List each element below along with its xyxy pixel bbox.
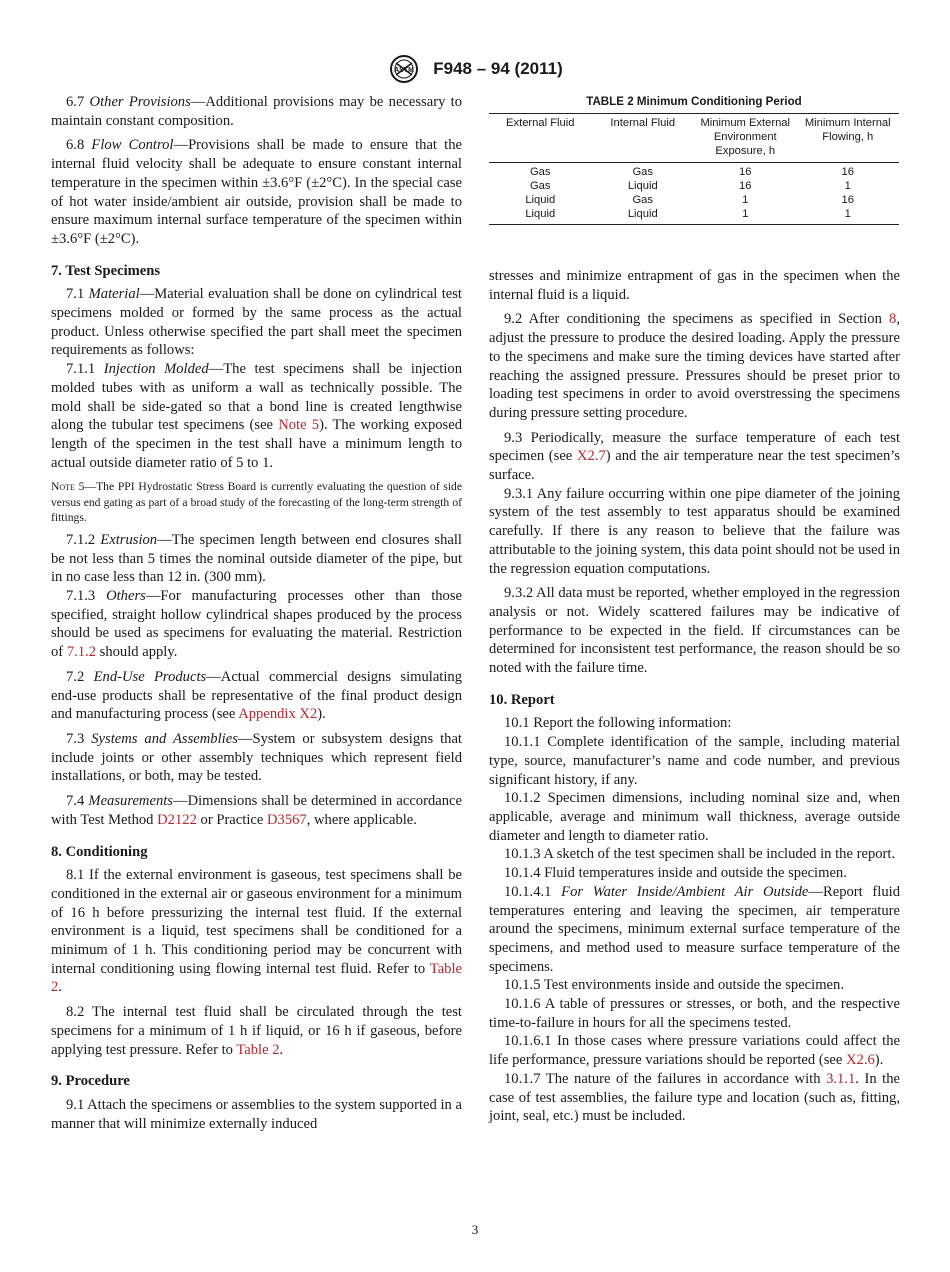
astm-logo-icon bbox=[387, 54, 421, 84]
section-9-3-1: 9.3.1 Any failure occurring within one pipe diameter of the joining system of the test assembly to test apparatus should be examined carefully. If there is any reason to believe that the failure was attributable to the joining system, this data point should not be used in the regression equation computations. bbox=[489, 485, 900, 577]
section-3-1-1-link[interactable]: 3.1.1 bbox=[826, 1070, 856, 1087]
table-row bbox=[489, 208, 899, 224]
table-cell: Liquid bbox=[627, 180, 658, 193]
section-8-2: 8.2 The internal test fluid shall be circulated through the test specimens for a minimum of 1 h if liquid, or 16 h if gaseous, before applying test pressure. Refer to Table 2. bbox=[51, 1004, 462, 1058]
table-2-link[interactable]: Table 2 bbox=[51, 960, 462, 996]
table-2-link[interactable]: Table 2 bbox=[236, 1041, 280, 1058]
svg-text:ASTM: ASTM bbox=[394, 67, 415, 74]
table-2 bbox=[489, 95, 899, 225]
section-7-2: 7.2 End-Use Products—Actual commercial designs simulating end-use products shall be representative of the final product design and manufacturing process (see Appendix X2). bbox=[51, 668, 463, 723]
appendix-x2-link[interactable]: Appendix X2 bbox=[238, 706, 318, 723]
table-cell: 1 bbox=[844, 180, 851, 193]
table-cell: 1 bbox=[742, 193, 749, 206]
note-5-link[interactable]: Note 5 bbox=[278, 417, 320, 434]
section-9-1-continued: stresses and minimize entrapment of gas in the specimen when the internal fluid is a liquid. bbox=[489, 268, 900, 303]
table-cell: Gas bbox=[529, 180, 551, 193]
table-cell: Gas bbox=[529, 166, 551, 179]
section-10-1-1: 10.1.1 Complete identification of the sample, including material type, source, manufacturer’s name and code number, and previous significant history, if any. bbox=[489, 734, 900, 788]
section-9-2: 9.2 After conditioning the specimens as specified in Section 8, adjust the pressure to produce the desired loading. Apply the pressure to the specimens and make sure the timing devices have started after reaching the assigned pressure. Pressures should be preset prior to loading test specimens in order to avoid overstressing the specimens during pressure setting procedure. bbox=[489, 311, 900, 421]
x2-7-link[interactable]: X2.7 bbox=[576, 448, 606, 465]
heading-test-specimens: 7. Test Specimens bbox=[51, 262, 161, 279]
document-designation: F948 – 94 (2011) bbox=[433, 59, 563, 78]
table-cell: Gas bbox=[632, 166, 654, 179]
d2122-link[interactable]: D2122 bbox=[157, 811, 197, 828]
header-min-internal-flowing: Minimum Internal Flowing, h bbox=[804, 117, 891, 143]
header-min-external-exposure: Minimum External Environment Exposure, h bbox=[700, 117, 791, 157]
table-header-row bbox=[489, 114, 899, 163]
table-cell: Liquid bbox=[525, 193, 556, 206]
heading-conditioning: 8. Conditioning bbox=[51, 843, 148, 860]
table-row bbox=[489, 194, 899, 208]
section-10-1-3: 10.1.3 A sketch of the test specimen shall be included in the report. bbox=[504, 846, 896, 863]
table-cell: 16 bbox=[739, 166, 752, 179]
page-header bbox=[0, 54, 950, 84]
table-cell: 1 bbox=[742, 207, 749, 220]
section-10-1-7: 10.1.7 The nature of the failures in accordance with 3.1.1. In the case of test assemblies, the failure type and location (such as, fitting, joint, seal, etc.) must be included. bbox=[489, 1070, 900, 1125]
section-10-1-5: 10.1.5 Test environments inside and outside the specimen. bbox=[504, 977, 844, 994]
section-10-1-6: 10.1.6 A table of pressures or stresses, or both, and the respective time-to-failure in hours for all the specimens tested. bbox=[489, 996, 900, 1031]
table-row bbox=[489, 180, 899, 194]
right-column bbox=[489, 267, 900, 1126]
section-10-1-4: 10.1.4 Fluid temperatures inside and outside the specimen. bbox=[504, 865, 847, 882]
section-9-1: 9.1 Attach the specimens or assemblies to the system supported in a manner that will minimize externally induced bbox=[51, 1096, 462, 1132]
d3567-link[interactable]: D3567 bbox=[266, 811, 307, 828]
section-7-4: 7.4 Measurements—Dimensions shall be determined in accordance with Test Method D2122 or Practice D3567, where applicable. bbox=[51, 793, 462, 828]
section-9-3: 9.3 Periodically, measure the surface temperature of each test specimen (see X2.7) and the air temperature near the test specimen’s surface. bbox=[489, 429, 900, 484]
section-7-1: 7.1 Material—Material evaluation shall be done on cylindrical test specimens molded or formed by the same process as the actual product. Unless otherwise specified the part shall meet the specimen requirements as follows: bbox=[51, 286, 462, 359]
section-10-1: 10.1 Report the following information: bbox=[504, 715, 732, 732]
section-8-link[interactable]: 8 bbox=[889, 311, 897, 328]
table-cell: 16 bbox=[841, 193, 854, 206]
table-cell: Gas bbox=[632, 193, 654, 206]
section-8-1: 8.1 If the external environment is gaseous, test specimens shall be conditioned in the external air or gaseous environment for a minimum of 16 h before pressurizing the internal test fluid. If the external environment is a liquid, test specimens shall be conditioned for a minimum of 1 h. This conditioning period may be concurrent with internal conditioning using flowing internal test fluid. Refer to Table 2. bbox=[51, 867, 462, 996]
table-2-title: TABLE 2 Minimum Conditioning Period bbox=[586, 95, 802, 108]
section-7-1-2: 7.1.2 Extrusion—The specimen length between end closures shall be not less than 5 times the nominal outside diameter of the pipe, but in no case less than 12 in. (300 mm). bbox=[51, 531, 462, 586]
header-internal-fluid: Internal Fluid bbox=[610, 117, 676, 129]
section-6-7: 6.7 Other Provisions—Additional provisions may be necessary to maintain constant composition. bbox=[51, 94, 463, 129]
section-10-1-2: 10.1.2 Specimen dimensions, including nominal size and, when applicable, average and minimum wall thickness, average outside diameter and length to diameter ratio. bbox=[489, 790, 900, 844]
note-5: Note 5—The PPI Hydrostatic Stress Board is currently evaluating the question of side versus end gating as part of a broad study of the forecasting of the long-term strength of fittings. bbox=[51, 480, 462, 524]
table-row bbox=[489, 163, 899, 180]
table-cell: Liquid bbox=[525, 207, 556, 220]
heading-procedure: 9. Procedure bbox=[51, 1073, 130, 1090]
table-cell: 16 bbox=[739, 180, 752, 193]
section-10-1-4-1: 10.1.4.1 For Water Inside/Ambient Air Outside—Report fluid temperatures entering and leaving the specimen, air temperature around the specimens, minimum external surface temperature of the specimens, and method used to measure surface temperature of the specimens. bbox=[489, 883, 900, 975]
table-cell: 16 bbox=[841, 166, 854, 179]
section-7-1-1: 7.1.1 Injection Molded—The test specimens shall be injection molded tubes with as uniform a wall as technically possible. The mold shall be side-gated so that a bond line is created lengthwise along the tubular test specimens (see Note 5). The working exposed length of the specimen in the test shall have a minimum length to actual outside diameter ratio of 5 to 1. bbox=[51, 361, 462, 471]
section-7-3: 7.3 Systems and Assemblies—System or subsystem designs that include joints or other assembly techniques which represent field installations, or both, may be tested. bbox=[51, 731, 462, 785]
section-7-1-2-link[interactable]: 7.1.2 bbox=[66, 644, 96, 661]
table-cell: Liquid bbox=[627, 207, 658, 220]
section-9-3-2: 9.3.2 All data must be reported, whether employed in the regression analysis or not. Widely scattered failures may be indicative of performance to be expected in the field. If circumstances can be determined for inconsistent test performance, the reason should be so noted with the failure time. bbox=[489, 585, 900, 677]
table-cell: 1 bbox=[844, 207, 851, 220]
left-column bbox=[51, 93, 462, 1133]
section-6-8: 6.8 Flow Control—Provisions shall be made to ensure that the internal fluid velocity shall be adequate to ensure constant internal temperature in the specimen within ±3.6°F (±2°C). In the special case of hot water inside/ambient air outside, provision shall be made to ensure maximum internal surface temperature of the specimen within ±3.6°F (±2°C). bbox=[51, 137, 462, 247]
page-number: 3 bbox=[471, 1222, 479, 1237]
header-external-fluid: External Fluid bbox=[506, 117, 575, 129]
section-10-1-6-1: 10.1.6.1 In those cases where pressure variations could affect the life performance, pressure variations should be reported (see X2.6). bbox=[489, 1033, 900, 1069]
x2-6-link[interactable]: X2.6 bbox=[846, 1052, 875, 1069]
heading-report: 10. Report bbox=[489, 691, 555, 708]
conditioning-table bbox=[489, 113, 899, 225]
section-7-1-3: 7.1.3 Others—For manufacturing processes other than those specified, straight hollow cylindrical shapes produced by the process should be used as specimens for evaluating the material. Restriction of 7.1.2 should apply. bbox=[51, 588, 463, 661]
